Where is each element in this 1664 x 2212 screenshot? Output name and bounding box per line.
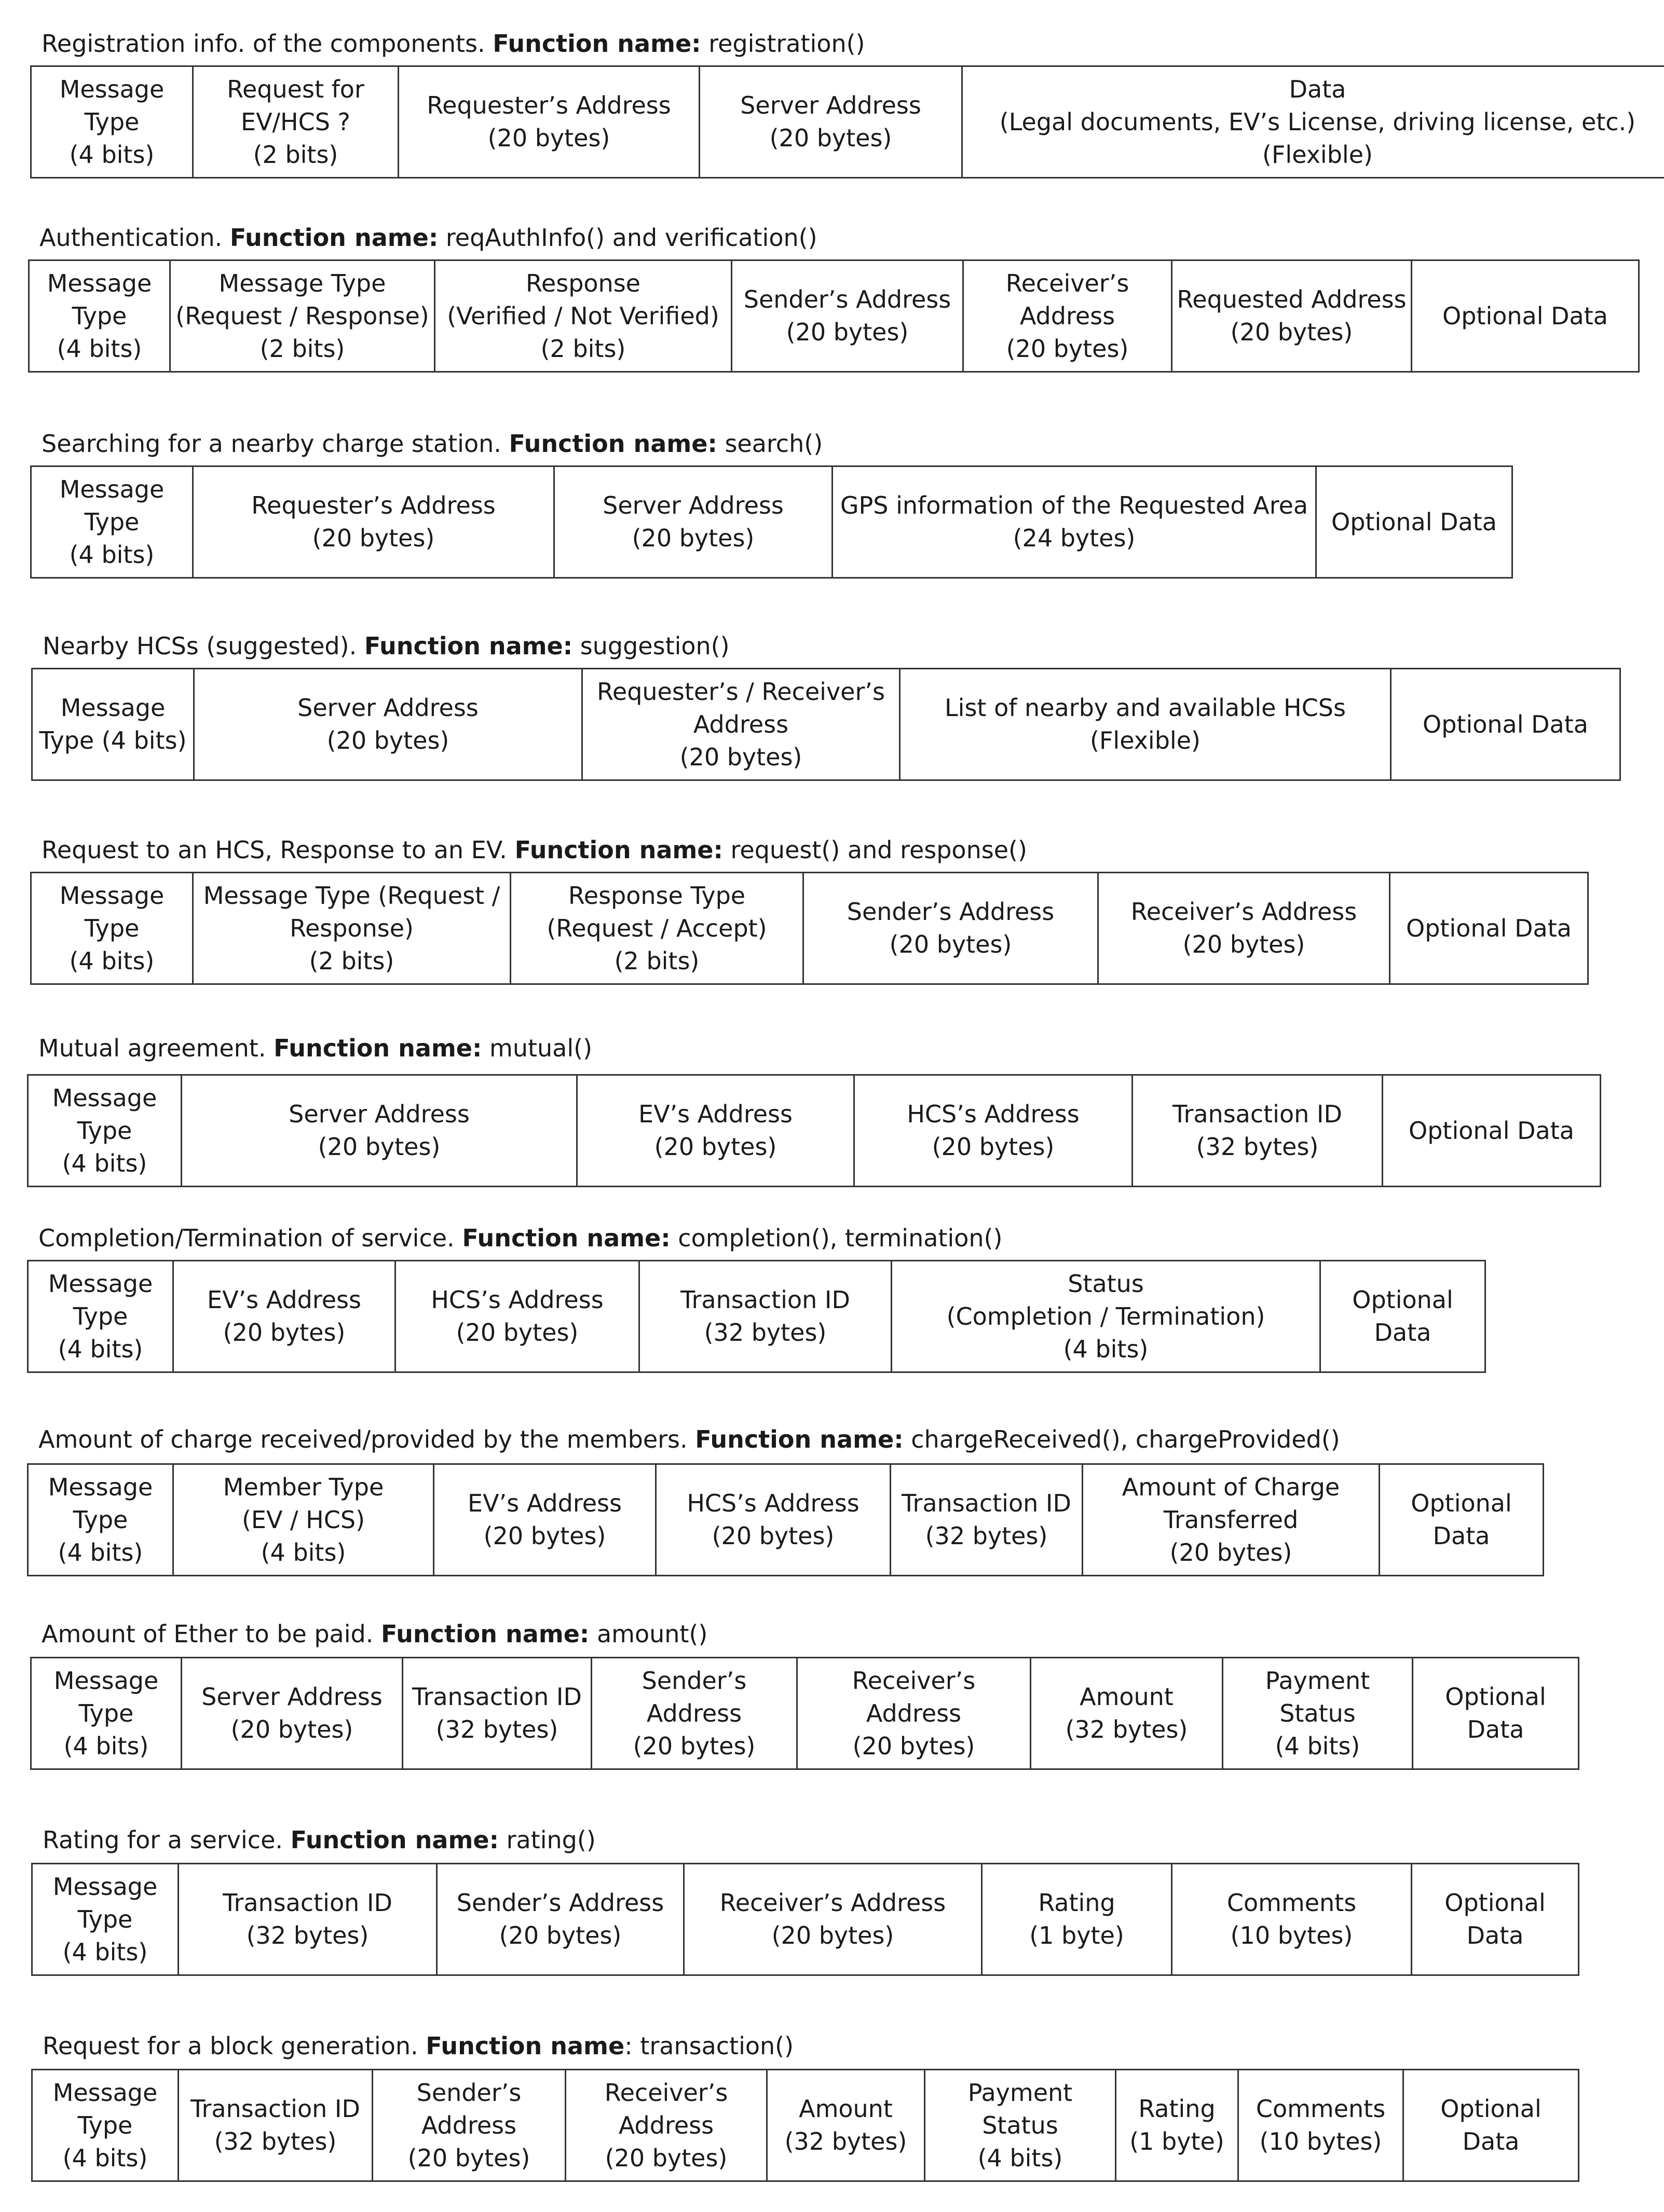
message-format-table bbox=[27, 1260, 1486, 1373]
field-cell: Amount (32 bytes) bbox=[767, 2070, 925, 2181]
field-cell: Data (Legal documents, EV’s License, driving license, etc.) (Flexible) bbox=[962, 66, 1664, 178]
field-cell: Message Type (Request / Response) (2 bits) bbox=[170, 260, 435, 372]
field-cell: Sender’s Address (20 bytes) bbox=[803, 873, 1098, 984]
field-cell: Transaction ID (32 bytes) bbox=[891, 1464, 1083, 1576]
section-heading: Request to an HCS, Response to an EV. Function name: request() and response() bbox=[42, 836, 1027, 864]
field-cell: Server Address (20 bytes) bbox=[700, 66, 962, 178]
field-cell: HCS’s Address (20 bytes) bbox=[395, 1261, 639, 1372]
field-cell: Requested Address (20 bytes) bbox=[1172, 260, 1412, 372]
function-name: amount() bbox=[589, 1620, 708, 1648]
field-cell: Receiver’s Address (20 bytes) bbox=[1098, 873, 1390, 984]
field-cell: Optional Data bbox=[1391, 669, 1620, 780]
field-cell: Message Type (4 bits) bbox=[28, 1464, 173, 1576]
field-cell: Rating (1 byte) bbox=[982, 1864, 1172, 1975]
field-cell: HCS’s Address (20 bytes) bbox=[854, 1075, 1133, 1187]
message-format-table bbox=[30, 465, 1513, 579]
section-heading: Registration info. of the components. Function name: registration() bbox=[42, 30, 865, 58]
table-row bbox=[28, 1261, 1485, 1372]
field-cell: Transaction ID (32 bytes) bbox=[179, 2070, 373, 2181]
function-name-label: Function name: bbox=[462, 1224, 671, 1252]
section-heading: Amount of Ether to be paid. Function name: amount() bbox=[42, 1620, 708, 1648]
field-cell: Payment Status (4 bits) bbox=[925, 2070, 1116, 2181]
field-cell: Optional Data bbox=[1380, 1464, 1544, 1576]
field-cell: Message Type (4 bits) bbox=[31, 466, 193, 578]
field-cell: Message Type (4 bits) bbox=[31, 1658, 182, 1769]
field-cell: Status (Completion / Termination) (4 bits) bbox=[892, 1261, 1320, 1372]
field-cell: Transaction ID (32 bytes) bbox=[639, 1261, 892, 1372]
field-cell: Optional Data bbox=[1390, 873, 1588, 984]
field-cell: Server Address (20 bytes) bbox=[554, 466, 833, 578]
message-format-table bbox=[27, 1463, 1544, 1576]
table-row bbox=[31, 1658, 1579, 1769]
message-format-table bbox=[30, 872, 1589, 985]
function-name-label: Function name bbox=[426, 2032, 625, 2060]
field-cell: Message Type (4 bits) bbox=[32, 669, 194, 780]
field-cell: Requester’s Address (20 bytes) bbox=[399, 66, 700, 178]
table-row bbox=[31, 873, 1588, 984]
field-cell: Comments (10 bytes) bbox=[1172, 1864, 1412, 1975]
field-cell: Requester’s Address (20 bytes) bbox=[193, 466, 554, 578]
function-name-label: Function name: bbox=[380, 1620, 590, 1648]
function-name: reqAuthInfo() and verification() bbox=[438, 224, 817, 252]
field-cell: Member Type (EV / HCS) (4 bits) bbox=[173, 1464, 434, 1576]
field-cell: EV’s Address (20 bytes) bbox=[577, 1075, 854, 1187]
field-cell: Server Address (20 bytes) bbox=[182, 1658, 403, 1769]
function-name-label: Function name: bbox=[364, 632, 573, 660]
field-cell: List of nearby and available HCSs (Flexible) bbox=[900, 669, 1391, 780]
field-cell: Sender’s Address (20 bytes) bbox=[437, 1864, 684, 1975]
field-cell: Request for EV/HCS ? (2 bits) bbox=[193, 66, 399, 178]
table-row bbox=[29, 260, 1639, 372]
table-row bbox=[28, 1464, 1544, 1576]
field-cell: Transaction ID (32 bytes) bbox=[179, 1864, 437, 1975]
field-cell: Sender’s Address (20 bytes) bbox=[592, 1658, 797, 1769]
table-row bbox=[32, 1864, 1579, 1975]
field-cell: Transaction ID (32 bytes) bbox=[403, 1658, 592, 1769]
field-cell: Message Type (4 bits) bbox=[29, 260, 170, 372]
field-cell: Receiver’s Address (20 bytes) bbox=[566, 2070, 767, 2181]
section-heading: Completion/Termination of service. Function name: completion(), termination() bbox=[38, 1224, 1003, 1252]
field-cell: Response Type (Request / Accept) (2 bits) bbox=[511, 873, 803, 984]
field-cell: Amount of Charge Transferred (20 bytes) bbox=[1083, 1464, 1380, 1576]
function-name-label: Function name: bbox=[695, 1425, 904, 1453]
field-cell: Amount (32 bytes) bbox=[1031, 1658, 1223, 1769]
message-format-table bbox=[30, 65, 1664, 178]
field-cell: Server Address (20 bytes) bbox=[194, 669, 582, 780]
field-cell: Payment Status (4 bits) bbox=[1223, 1658, 1413, 1769]
function-name-label: Function name: bbox=[509, 430, 717, 458]
field-cell: Optional Data bbox=[1412, 1864, 1579, 1975]
table-row bbox=[28, 1075, 1601, 1187]
field-cell: Comments (10 bytes) bbox=[1238, 2070, 1403, 2181]
message-format-table bbox=[31, 1863, 1579, 1976]
message-format-table bbox=[27, 1074, 1601, 1187]
field-cell: Optional Data bbox=[1413, 1658, 1579, 1769]
field-cell: Optional Data bbox=[1403, 2070, 1579, 2181]
field-cell: Sender’s Address (20 bytes) bbox=[732, 260, 963, 372]
field-cell: Sender’s Address (20 bytes) bbox=[373, 2070, 566, 2181]
field-cell: Optional Data bbox=[1412, 260, 1639, 372]
function-name: search() bbox=[717, 430, 823, 458]
field-cell: Receiver’s Address (20 bytes) bbox=[963, 260, 1172, 372]
field-cell: Message Type (Request / Response) (2 bits) bbox=[193, 873, 511, 984]
section-heading: Authentication. Function name: reqAuthInfo() and verification() bbox=[39, 224, 817, 252]
function-name-label: Function name: bbox=[290, 1826, 499, 1854]
section-heading: Searching for a nearby charge station. Function name: search() bbox=[42, 430, 823, 458]
field-cell: Message Type (4 bits) bbox=[28, 1075, 182, 1187]
function-name-label: Function name: bbox=[274, 1034, 482, 1062]
field-cell: Requester’s / Receiver’s Address (20 bytes) bbox=[582, 669, 900, 780]
field-cell: EV’s Address (20 bytes) bbox=[173, 1261, 395, 1372]
section-heading: Rating for a service. Function name: rating() bbox=[43, 1826, 596, 1854]
message-format-table bbox=[31, 668, 1621, 781]
field-cell: Message Type (4 bits) bbox=[31, 873, 193, 984]
field-cell: Optional Data bbox=[1316, 466, 1512, 578]
function-name: mutual() bbox=[482, 1034, 593, 1062]
field-cell: Server Address (20 bytes) bbox=[182, 1075, 577, 1187]
section-heading: Amount of charge received/provided by the members. Function name: chargeReceived(), chargeProvided() bbox=[38, 1425, 1340, 1453]
function-name: request() and response() bbox=[722, 836, 1027, 864]
field-cell: Transaction ID (32 bytes) bbox=[1133, 1075, 1383, 1187]
table-row bbox=[32, 2070, 1579, 2181]
function-name: : transaction() bbox=[624, 2032, 794, 2060]
function-name: completion(), termination() bbox=[670, 1224, 1003, 1252]
section-heading: Mutual agreement. Function name: mutual() bbox=[38, 1034, 593, 1062]
table-row bbox=[32, 669, 1620, 780]
field-cell: Optional Data bbox=[1383, 1075, 1601, 1187]
field-cell: Optional Data bbox=[1320, 1261, 1485, 1372]
field-cell: Response (Verified / Not Verified) (2 bits) bbox=[435, 260, 732, 372]
section-heading: Request for a block generation. Function name: transaction() bbox=[43, 2032, 794, 2060]
field-cell: Message Type (4 bits) bbox=[32, 2070, 179, 2181]
function-name: registration() bbox=[701, 30, 865, 58]
section-heading: Nearby HCSs (suggested). Function name: suggestion() bbox=[43, 632, 730, 660]
function-name: rating() bbox=[498, 1826, 596, 1854]
function-name: suggestion() bbox=[572, 632, 730, 660]
function-name-label: Function name: bbox=[493, 30, 701, 58]
function-name-label: Function name: bbox=[514, 836, 723, 864]
field-cell: GPS information of the Requested Area (24 bytes) bbox=[833, 466, 1316, 578]
message-format-table bbox=[30, 1657, 1579, 1770]
field-cell: Message Type (4 bits) bbox=[32, 1864, 179, 1975]
function-name: chargeReceived(), chargeProvided() bbox=[903, 1425, 1340, 1453]
field-cell: Message Type (4 bits) bbox=[28, 1261, 173, 1372]
field-cell: HCS’s Address (20 bytes) bbox=[656, 1464, 891, 1576]
field-cell: EV’s Address (20 bytes) bbox=[434, 1464, 656, 1576]
message-format-table bbox=[31, 2069, 1579, 2182]
message-format-table bbox=[28, 259, 1640, 373]
table-row bbox=[31, 66, 1664, 178]
field-cell: Rating (1 byte) bbox=[1116, 2070, 1238, 2181]
field-cell: Message Type (4 bits) bbox=[31, 66, 193, 178]
field-cell: Receiver’s Address (20 bytes) bbox=[684, 1864, 982, 1975]
field-cell: Receiver’s Address (20 bytes) bbox=[797, 1658, 1031, 1769]
function-name-label: Function name: bbox=[229, 224, 439, 252]
table-row bbox=[31, 466, 1512, 578]
